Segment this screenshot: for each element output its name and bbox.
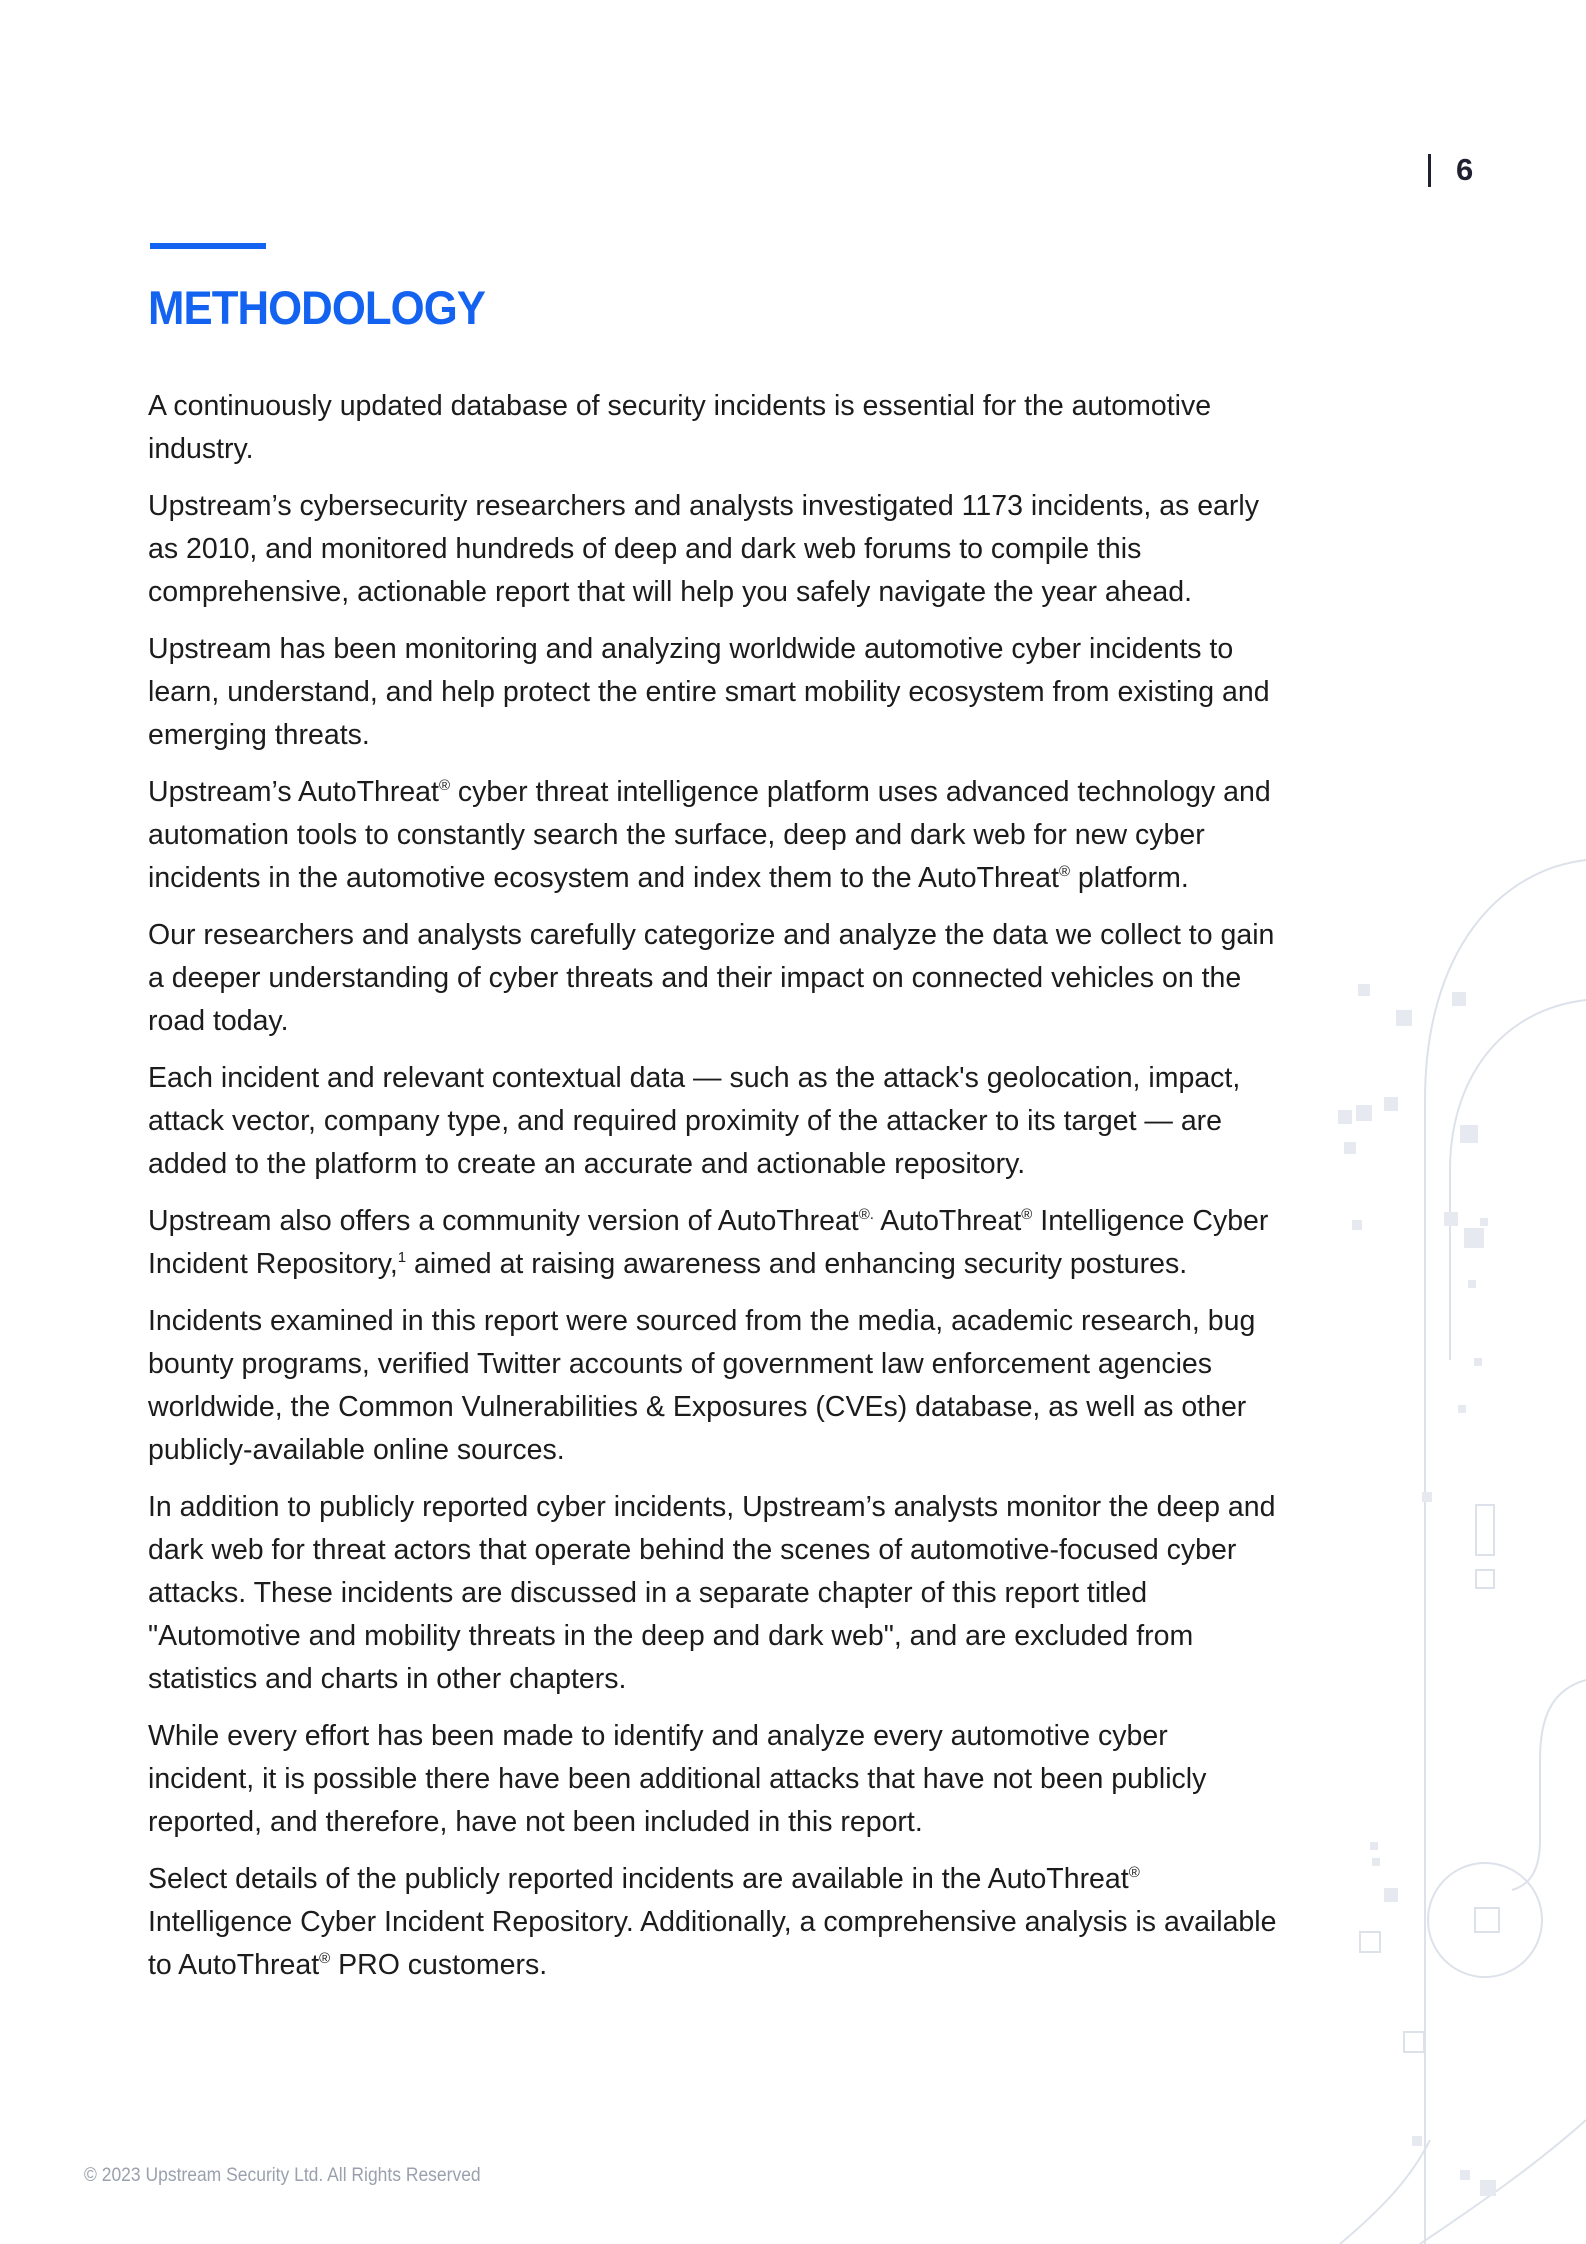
paragraph [148,1200,1278,1286]
paragraph: In addition to publicly reported cyber incidents, Upstream’s analysts monitor the deep and dark web for threat actors that operate behind the scenes of automotive-focused cyber attacks. These incidents are discussed in a separate chapter of this report titled "Automotive and mobility threats in the deep and dark web", and are excluded from statistics and charts in other chapters. [148,1491,1276,1695]
footnote-mark: 1 [397,1249,407,1266]
paragraph [148,1858,1278,1987]
registered-mark: ® [1128,1864,1140,1881]
paragraph: Our researchers and analysts carefully categorize and analyze the data we collect to gain a deeper understanding of cyber threats and their impact on connected vehicles on the road today. [148,919,1275,1037]
paragraph: Upstream’s cybersecurity researchers and analysts investigated 1173 incidents, as early as 2010, and monitored hundreds of deep and dark web forums to compile this comprehensive, actionable report that will help you safely navigate the year ahead. [148,490,1259,608]
registered-mark: ® [1021,1206,1033,1223]
paragraph [148,771,1278,900]
paragraph: While every effort has been made to identify and analyze every automotive cyber incident, it is possible there have been additional attacks that have not been publicly reported, and therefore, have not been included in this report. [148,1720,1207,1838]
text-run: Upstream’s AutoThreat [148,776,439,808]
body-text [148,385,1278,2001]
registered-mark: ® [1058,863,1071,880]
page-title: METHODOLOGY [148,281,486,334]
title-accent-rule [150,243,266,249]
text-run: Upstream also offers a community version of AutoThreat [148,1205,859,1237]
text-run: aimed at raising awareness and enhancing security postures. [406,1248,1188,1280]
registered-mark: ® [438,777,451,794]
circuit-decoration [1300,840,1586,2244]
paragraph: Incidents examined in this report were sourced from the media, academic research, bug bounty programs, verified Twitter accounts of government law enforcement agencies worldwide, the Common Vulnerabilities & Exposures (CVEs) database, as well as other publicly-available online sources. [148,1305,1256,1466]
text-run: platform. [1070,862,1189,894]
page-number-value: 6 [1456,152,1474,187]
text-run: Select details of the publicly reported incidents are available in the AutoThreat [148,1863,1129,1895]
paragraph: Each incident and relevant contextual data — such as the attack's geolocation, impact, attack vector, company type, and required proximity of the attacker to its target — are added to the platform to create an accurate and actionable repository. [148,1062,1241,1180]
text-run: Intelligence Cyber Incident Repository, [148,1205,1269,1280]
page-number [1428,150,1473,190]
registered-mark: ® [319,1950,331,1967]
copyright-footer: © 2023 Upstream Security Ltd. All Rights Reserved [84,2165,481,2186]
page-number-divider [1428,154,1431,187]
text-run: cyber threat intelligence platform uses advanced technology and automation tools to constantly search the surface, deep and dark web for new cyber incidents in the automotive ecosystem and index them to the AutoThreat [148,776,1271,894]
paragraph: Upstream has been monitoring and analyzing worldwide automotive cyber incidents to learn, understand, and help protect the entire smart mobility ecosystem from existing and emerging threats. [148,633,1270,751]
text-run: PRO customers. [330,1949,548,1981]
text-run: Intelligence Cyber Incident Repository. Additionally, a comprehensive analysis is available to AutoThreat [148,1906,1277,1981]
paragraph: A continuously updated database of security incidents is essential for the automotive industry. [148,390,1212,465]
text-run: AutoThreat [873,1205,1022,1237]
registered-mark: ®. [858,1206,874,1223]
